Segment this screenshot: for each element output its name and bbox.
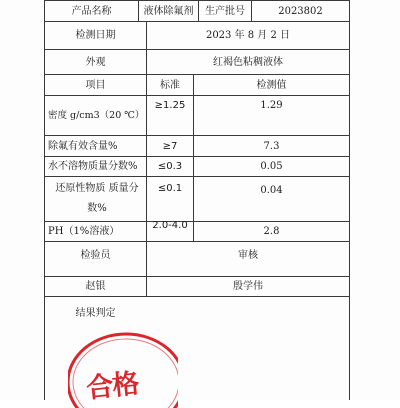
table-row-result: 0.04 bbox=[260, 184, 283, 196]
conclusion-label: 结果判定 bbox=[75, 307, 116, 319]
batch-number-value: 2023802 bbox=[278, 5, 323, 17]
inspector-label: 检验员 bbox=[80, 249, 111, 261]
stamp-text: 合格 bbox=[84, 368, 140, 405]
approval-stamp bbox=[68, 318, 178, 408]
reviewer-name: 殷学伟 bbox=[233, 281, 263, 292]
column-header-result: 检测值 bbox=[256, 79, 287, 91]
table-row-item: PH（1%溶液） bbox=[48, 226, 120, 237]
table-rule bbox=[44, 296, 350, 297]
test-date-value: 2023 年 8 月 2 日 bbox=[205, 30, 291, 41]
appearance-label: 外观 bbox=[85, 56, 106, 68]
table-row-item: 水不溶物质量分数% bbox=[48, 161, 138, 172]
column-header-standard: 标准 bbox=[160, 79, 180, 91]
table-row-item: 密度 g/cm3（20 ℃） bbox=[48, 110, 145, 121]
table-row-result: 0.05 bbox=[260, 161, 283, 172]
batch-number-label: 生产批号 bbox=[205, 5, 245, 17]
appearance-value: 红褐色粘稠液体 bbox=[213, 56, 283, 68]
table-row-result: 2.8 bbox=[263, 226, 280, 237]
table-border bbox=[349, 0, 350, 400]
table-row-result: 1.29 bbox=[260, 99, 283, 111]
table-row-standard: ≤0.3 bbox=[157, 161, 183, 172]
table-row-standard: 2.0-4.0 bbox=[152, 219, 188, 231]
table-row-standard: ≤0.1 bbox=[157, 182, 183, 194]
table-row-result: 7.3 bbox=[263, 140, 280, 152]
table-row-standard: ≥1.25 bbox=[154, 99, 186, 111]
table-row-standard: ≥7 bbox=[162, 140, 178, 152]
reviewer-label: 审核 bbox=[238, 249, 258, 261]
table-row-item: 除氟有效含量% bbox=[48, 140, 118, 152]
inspector-name: 赵银 bbox=[85, 281, 106, 292]
product-name-value: 液体除氟剂 bbox=[143, 5, 194, 17]
test-date-label: 检测日期 bbox=[75, 30, 116, 41]
column-header-item: 项目 bbox=[85, 79, 106, 91]
table-row-item: 还原性物质 质量分数% bbox=[55, 183, 139, 214]
product-name-label: 产品名称 bbox=[71, 5, 112, 17]
